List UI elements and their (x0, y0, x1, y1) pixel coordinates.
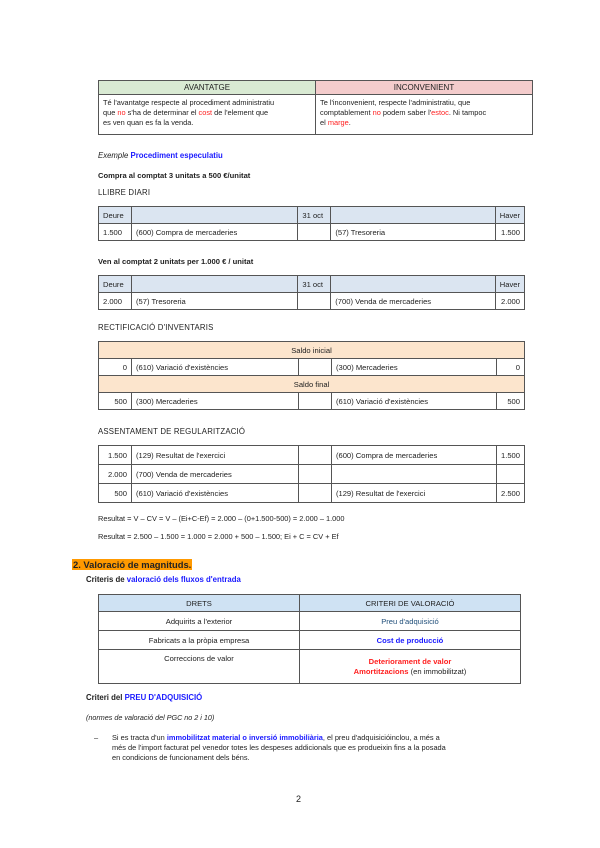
credit-amount: 0 (497, 359, 525, 376)
debit-amount: 1.500 (99, 224, 132, 241)
adjustment-heading: ASSENTAMENT DE REGULARITZACIÓ (98, 427, 246, 436)
criteria-item: Preu d'adquisició (300, 612, 521, 631)
right-item: Adquirits a l'exterior (99, 612, 300, 631)
credit-account: (610) Variació d'existències (332, 393, 497, 410)
inventory-heading: RECTIFICACIÓ D'INVENTARIS (98, 323, 214, 332)
bullet: – (94, 733, 99, 742)
result-formula-2: Resultat = 2.500 – 1.500 = 1.000 = 2.000 + 500 – 1.500; Ei + C = CV + Ef (98, 532, 339, 541)
debit-amount: 1.500 (99, 446, 132, 465)
section-title: 2. Valoració de magnituds. (73, 559, 192, 570)
right-item: Correccions de valor (99, 650, 300, 684)
result-formula-1: Resultat = V – CV = V – (Ei+C-Ef) = 2.000 – (0+1.500-500) = 2.000 – 1.000 (98, 514, 345, 523)
debit-account: (129) Resultat de l'exercici (131, 446, 298, 465)
credit-account: (600) Compra de mercaderies (331, 446, 496, 465)
section-subtitle: Criteris de valoració dels fluxos d'entrada (86, 575, 241, 584)
debit-account: (610) Variació d'existències (131, 484, 298, 503)
debit-account: (610) Variació d'existències (132, 359, 299, 376)
haver-header: Haver (495, 276, 524, 293)
initial-balance-label: Saldo inicial (99, 342, 525, 359)
haver-header: Haver (495, 207, 524, 224)
valuation-criteria-table (98, 594, 521, 684)
deure-header: Deure (99, 207, 132, 224)
right-item: Fabricats a la pròpia empresa (99, 631, 300, 650)
debit-amount: 0 (99, 359, 132, 376)
inconvenience-text: Te l'inconvenient, respecte l'administratiu, que comptablement no podem saber l'estoc. Ni tampoc el marge. (316, 95, 533, 135)
credit-amount: 500 (497, 393, 525, 410)
debit-amount: 500 (99, 393, 132, 410)
final-balance-label: Saldo final (99, 376, 525, 393)
criteria-item: Deteriorament de valor Amortitzacions (en immobilitzat) (300, 650, 521, 684)
criterion-heading: Criteri del PREU D'ADQUISICIÓ (86, 693, 203, 702)
purchase-heading: Compra al comptat 3 unitats a 500 €/unitat (98, 171, 251, 180)
page-number: 2 (296, 794, 302, 804)
credit-account: (300) Mercaderies (332, 359, 497, 376)
credit-account: (700) Venda de mercaderies (331, 293, 495, 310)
criteria-header: CRITERI DE VALORACIÓ (300, 595, 521, 612)
journal-label: LLIBRE DIARI (98, 188, 151, 197)
credit-amount: 1.500 (496, 446, 524, 465)
credit-account (331, 465, 496, 484)
adjustment-table (98, 445, 525, 503)
credit-amount: 2.000 (495, 293, 524, 310)
advantage-header: AVANTATGE (99, 81, 316, 95)
debit-amount: 2.000 (99, 293, 132, 310)
sale-entry-table (98, 275, 525, 310)
credit-account: (57) Tresoreria (331, 224, 495, 241)
criterion-note: (normes de valoració del PGC no 2 i 10) (86, 713, 215, 722)
credit-amount (496, 465, 524, 484)
debit-account: (57) Tresoreria (131, 293, 297, 310)
debit-account: (700) Venda de mercaderies (131, 465, 298, 484)
purchase-entry-table (98, 206, 525, 241)
criterion-paragraph: Si es tracta d'un immobilitzat material o inversió immobiliària, el preu d'adquisicióinclou, a més a més de l'import facturat pel venedor totes les despeses addicionals que es produeixin fins a la posada en condicions de funcionament dels béns. (112, 733, 446, 762)
inconvenience-header: INCONVENIENT (316, 81, 533, 95)
date-header: 31 oct (298, 207, 331, 224)
debit-account: (600) Compra de mercaderies (131, 224, 297, 241)
debit-account: (300) Mercaderies (132, 393, 299, 410)
advantage-text: Té l'avantatge respecte al procediment administratiu que no s'ha de determinar el cost de l'element que es ven quan es fa la venda. (99, 95, 316, 135)
criteria-item: Cost de producció (300, 631, 521, 650)
credit-amount: 1.500 (495, 224, 524, 241)
debit-amount: 500 (99, 484, 132, 503)
credit-amount: 2.500 (496, 484, 524, 503)
sale-heading: Ven al comptat 2 unitats per 1.000 € / unitat (98, 257, 254, 266)
rights-header: DRETS (99, 595, 300, 612)
credit-account: (129) Resultat de l'exercici (331, 484, 496, 503)
debit-amount: 2.000 (99, 465, 132, 484)
example-heading: Exemple Procediment especulatiu (98, 151, 223, 160)
date-header: 31 oct (298, 276, 331, 293)
comparison-table (98, 80, 533, 135)
deure-header: Deure (99, 276, 132, 293)
inventory-table (98, 341, 525, 410)
